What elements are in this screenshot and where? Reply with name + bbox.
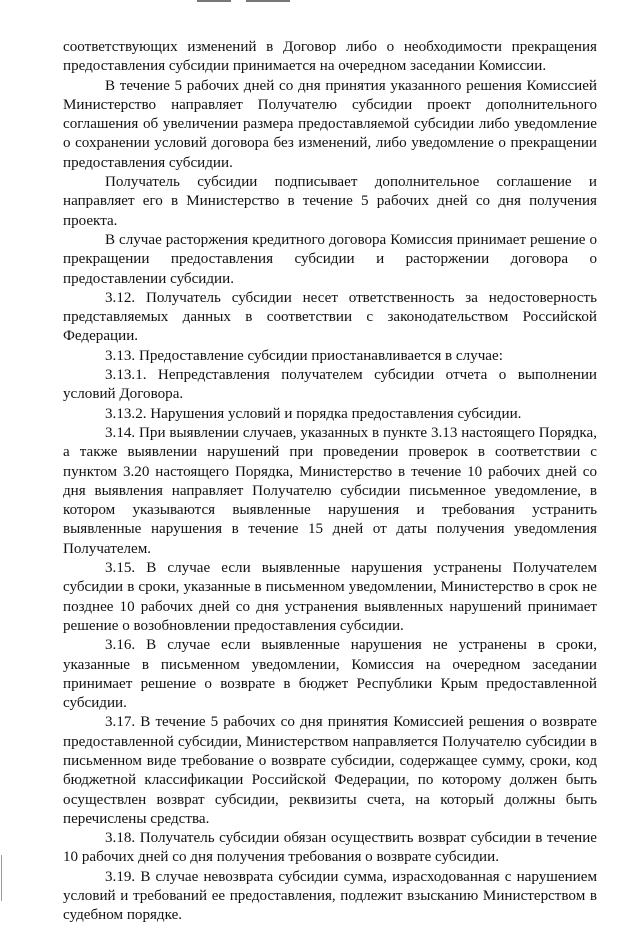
paragraph-3-13-1: 3.13.1. Непредставления получателем субсидии отчета о выполнении условий Договора. (63, 367, 597, 403)
paragraph-loan-termination: В случае расторжения кредитного договора Комиссия принимает решение о прекращении предоставления субсидии и расторжении договора о предоставлении субсидии. (63, 231, 597, 287)
paragraph-3-18: 3.18. Получатель субсидии обязан осуществить возврат субсидии в течение 10 рабочих дней со дня получения требования о возврате субсидии. (63, 830, 597, 866)
paragraph-3-15: 3.15. В случае если выявленные нарушения устранены Получателем субсидии в сроки, указанные в письменном уведомлении, Министерство в срок не позднее 10 рабочих дней со дня устранения выявленных нарушений принимает решение о возобновлении предоставления субсидии. (63, 560, 597, 634)
paragraph-3-17: 3.17. В течение 5 рабочих со дня принятия Комиссией решения о возврате предоставленной субсидии, Министерством направляется Получателю субсидии в письменном виде требование о возврате субсидии, содержащее сумму, сроки, код бюджетной классификации Российской Федерации, по которому должен быть осуществлен возврат субсидии, реквизиты счета, на который должны быть перечислены средства. (63, 714, 597, 827)
paragraph-3-16: 3.16. В случае если выявленные нарушения не устранены в сроки, указанные в письменном уведомлении, Комиссия на очередном заседании принимает решение о возврате в бюджет Республики Крым предоставленной субсидии. (63, 637, 597, 712)
scan-mark-left (197, 0, 231, 2)
document-page (63, 38, 597, 926)
paragraph-recipient-signs: Получатель субсидии подписывает дополнительное соглашение и направляет его в Министерство в течение 5 рабочих дней со дня получения проекта. (63, 174, 597, 229)
paragraph-continuation: соответствующих изменений в Договор либо о необходимости прекращения предоставления субсидии принимается на очередном заседании Комиссии. (63, 39, 597, 75)
paragraph-3-13: 3.13. Предоставление субсидии приостанавливается в случае: (105, 347, 503, 364)
scan-mark-right (246, 0, 290, 2)
paragraph-3-12: 3.12. Получатель субсидии несет ответственность за недостоверность представляемых данных в соответствии с законодательством Российской Федерации. (63, 289, 597, 345)
paragraph-3-19: 3.19. В случае невозврата субсидии сумма, израсходованная с нарушением условий и требований ее предоставления, подлежит взысканию Министерством в судебном порядке. (63, 868, 597, 924)
scan-edge-mark (1, 855, 2, 901)
paragraph-3-14: 3.14. При выявлении случаев, указанных в пункте 3.13 настоящего Порядка, а также выявлении нарушений при проведении проверок в соответствии с пунктом 3.20 настоящего Порядка, Министерство в течение 10 рабочих дней со дня выявления направляет Получателю субсидии письменное уведомление, в котором указываются выявленные нарушения и требования устранить выявленные нарушения в течение 15 дней от даты получения уведомления Получателем. (63, 424, 597, 557)
paragraph-3-13-2: 3.13.2. Нарушения условий и порядка предоставления субсидии. (105, 405, 522, 422)
paragraph-ministry-notice: В течение 5 рабочих дней со дня принятия указанного решения Комиссией Министерство направляет Получателю субсидии проект дополнительного соглашения об увеличении размера предоставляемой субсидии либо уведомление о сохранении условий договора без изменений, либо уведомление о прекращении предоставления субсидии. (63, 77, 597, 171)
